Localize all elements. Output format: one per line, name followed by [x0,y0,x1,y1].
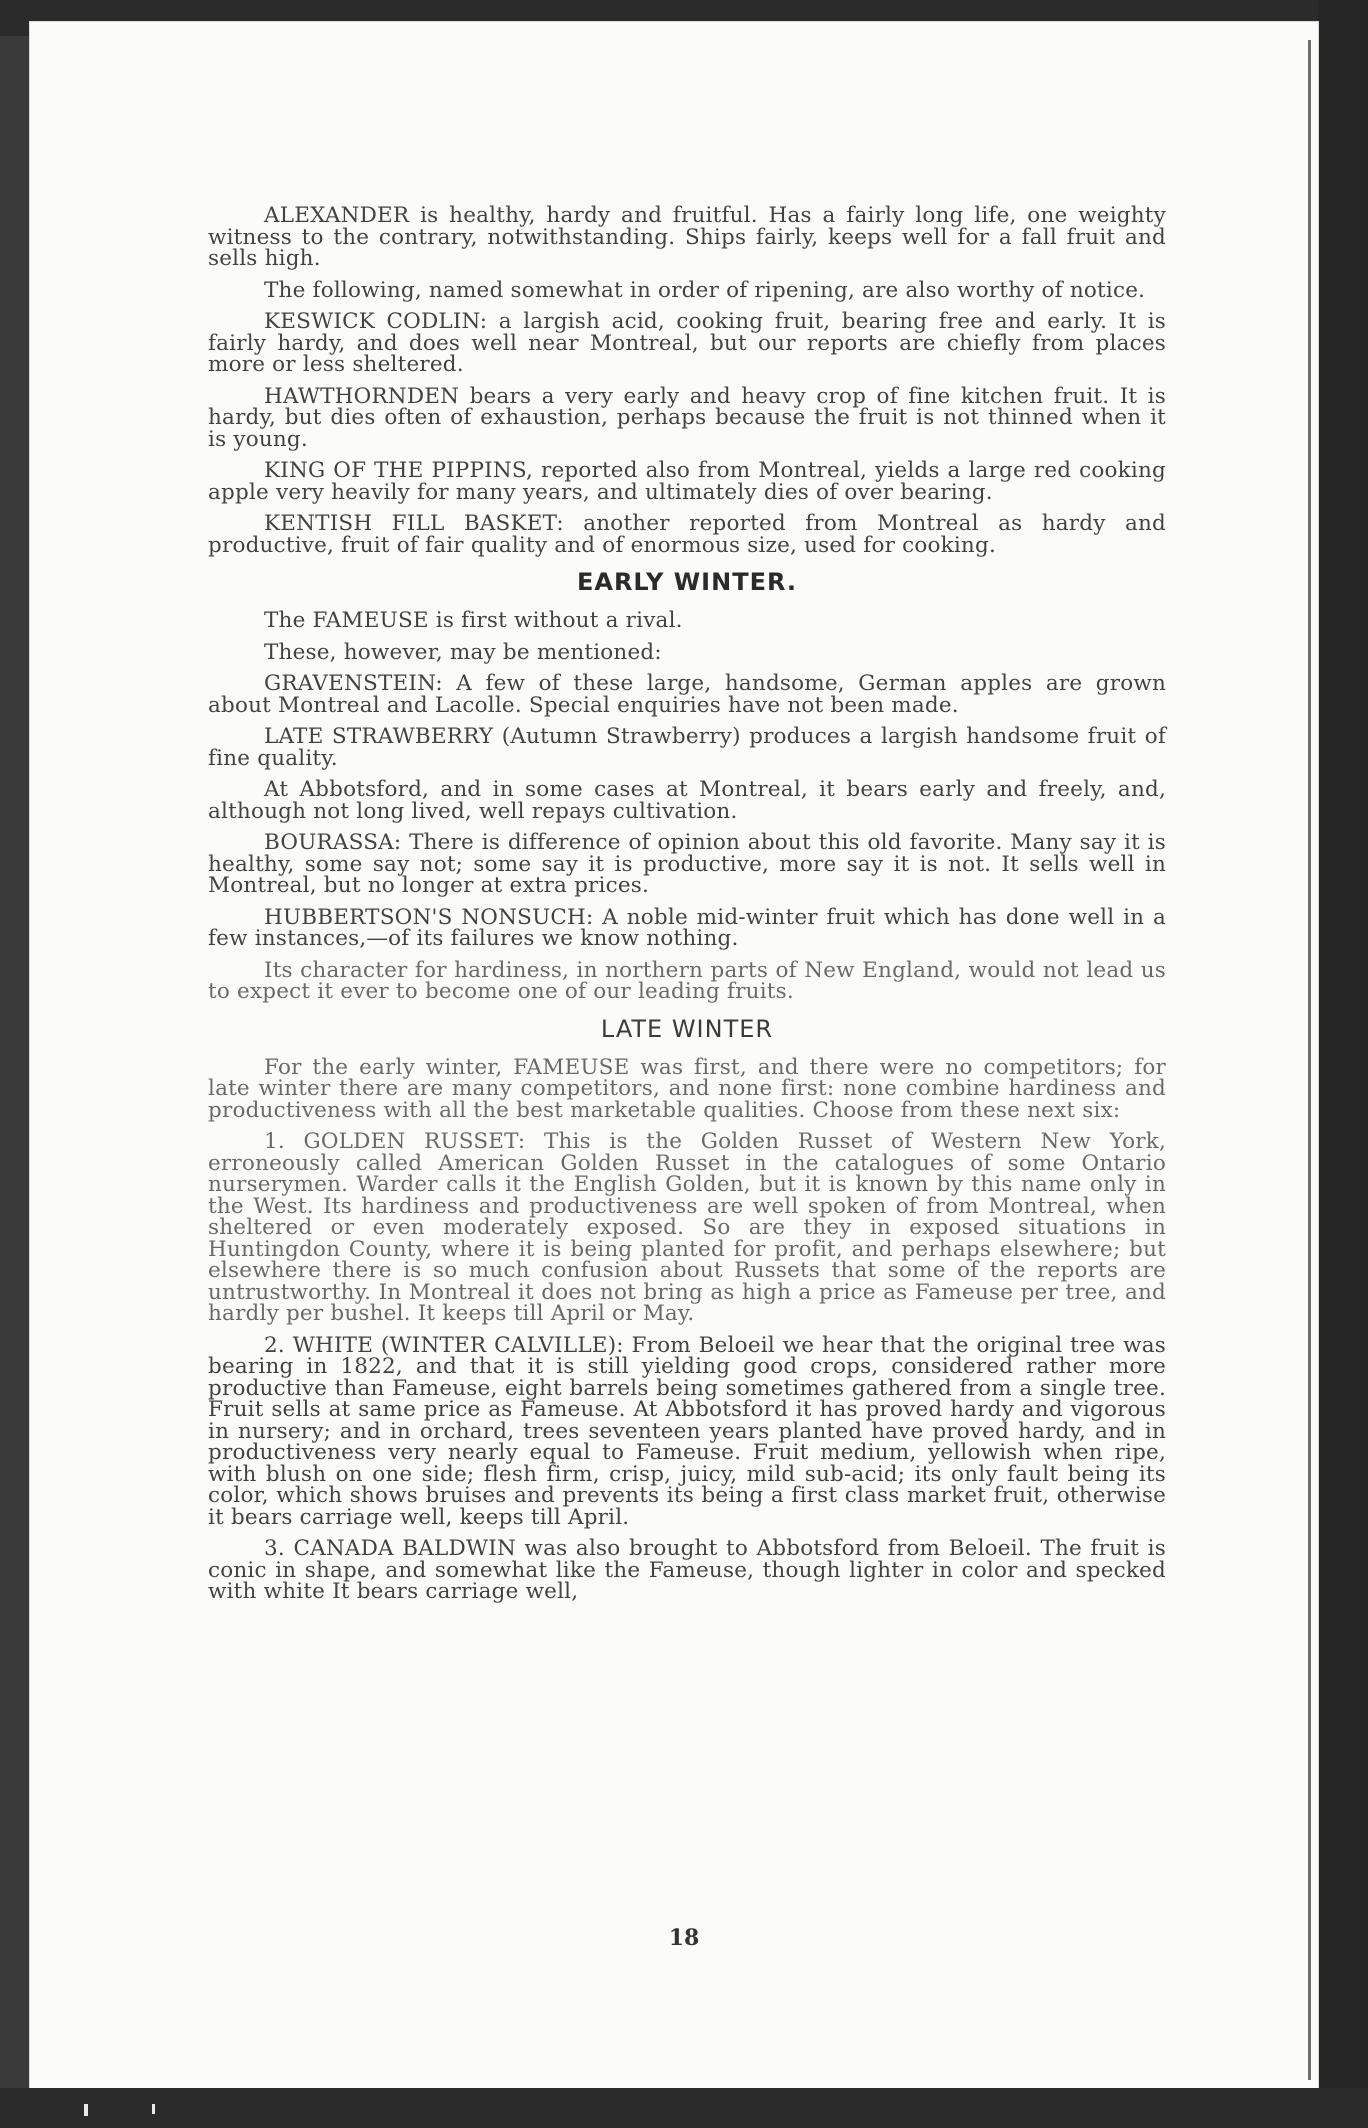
page-edge [1308,40,1311,2080]
paragraph-however: These, however, may be mentioned: [264,639,662,665]
paragraph-gravenstein: GRAVENSTEIN: A few of these large, handsome, German apples are grown about Montreal and Lacolle. Special enquiries have not been made. [208,671,1166,718]
heading-late-winter: LATE WINTER [600,1014,774,1043]
scan-border-right [1318,0,1368,2128]
scan-speck [152,2104,155,2114]
paragraph-golden-russet: 1. GOLDEN RUSSET: This is the Golden Russet of Western New York, erroneously called American Golden Russet in the catalogues of some Ontario nurserymen. Warder calls it the English Golden, but it is known by this name only in the West. Its hardiness and productiveness are well spoken of from Montreal, when sheltered or even moderately exposed. So are they in exposed situations in Huntingdon County, where it is being planted for profit, and perhaps elsewhere; but elsewhere there is so much confusion about Russets that some of the reports are untrustworthy. In Montreal it does not bring as high a price as Fameuse per tree, and hardly per bushel. It keeps till April or May. [208,1129,1166,1326]
scan-border-bottom [0,2088,1368,2128]
paragraph-hubbertsons-nonsuch: HUBBERTSON'S NONSUCH: A noble mid-winter fruit which has done well in a few instances,—of its failures we know nothing. [208,904,1166,951]
page-text [208,205,1166,1613]
paragraph-bourassa: BOURASSA: There is difference of opinion about this old favorite. Many say it is healthy, some say not; some say it is productive, more say it is not. It sells well in Montreal, but no longer at extra prices. [208,830,1166,898]
paragraph-following: The following, named somewhat in order of ripening, are also worthy of notice. [264,277,1146,303]
heading-early-winter: EARLY WINTER. [576,568,798,596]
paragraph-late-intro: For the early winter, FAMEUSE was first, and there were no competitors; for late winter there are many competitors, and none first: none combine hardiness and productiveness with all the best marketable qualities. Choose from these next six: [208,1054,1166,1123]
paragraph-hawthornden: HAWTHORNDEN bears a very early and heavy crop of fine kitchen fruit. It is hardy, but dies often of exhaustion, perhaps because the fruit is not thinned when it is young. [208,383,1166,452]
paragraph-kentish-fill-basket: KENTISH FILL BASKET: another reported from Montreal as hardy and productive, fruit of fair quality and of enormous size, used for cooking. [208,511,1166,558]
page-number: 18 [668,1925,700,1951]
paragraph-white-winter-calville: 2. WHITE (WINTER CALVILLE): From Beloeil we hear that the original tree was bearing in 1822, and that it is still yielding good crops, considered rather more productive than Fameuse, eight barrels being sometimes gathered from a single tree. Fruit sells at same price as Fameuse. At Abbotsford it has proved hardy and vigorous in nursery; and in orchard, trees seventeen years planted have proved hardy, and in productiveness very nearly equal to Fameuse. Fruit medium, yellowish when ripe, with blush on one side; flesh firm, crisp, juicy, mild sub-acid; its only fault being its color, which shows bruises and prevents its being a first class market fruit, otherwise it bears carriage well, keeps till April. [208,1332,1166,1530]
paragraph-fameuse: The FAMEUSE is first without a rival. [264,608,683,633]
paragraph-hardiness: Its character for hardiness, in northern parts of New England, would not lead us to expect it ever to become one of our leading fruits. [208,957,1166,1004]
paragraph-keswick-codlin: KESWICK CODLIN: a largish acid, cooking fruit, bearing free and early. It is fairly hardy, and does well near Montreal, but our reports are chiefly from places more or less sheltered. [208,309,1166,377]
scan-speck [84,2104,88,2116]
paragraph-alexander: ALEXANDER is healthy, hardy and fruitful. Has a fairly long life, one weighty witness to the contrary, notwithstanding. Ships fairly, keeps well for a fall fruit and sells high. [208,203,1166,271]
paragraph-canada-baldwin: 3. CANADA BALDWIN was also brought to Abbotsford from Beloeil. The fruit is conic in shape, and somewhat like the Fameuse, though lighter in color and specked with white It bears carriage well, [208,1536,1166,1604]
paragraph-late-strawberry: LATE STRAWBERRY (Autumn Strawberry) produces a largish handsome fruit of fine quality. [208,724,1166,771]
paragraph-abbotsford: At Abbotsford, and in some cases at Montreal, it bears early and freely, and, although not long lived, well repays cultivation. [208,777,1166,824]
paragraph-king-of-the-pippins: KING OF THE PIPPINS, reported also from Montreal, yields a large red cooking apple very heavily for many years, and ultimately dies of over bearing. [208,458,1166,505]
